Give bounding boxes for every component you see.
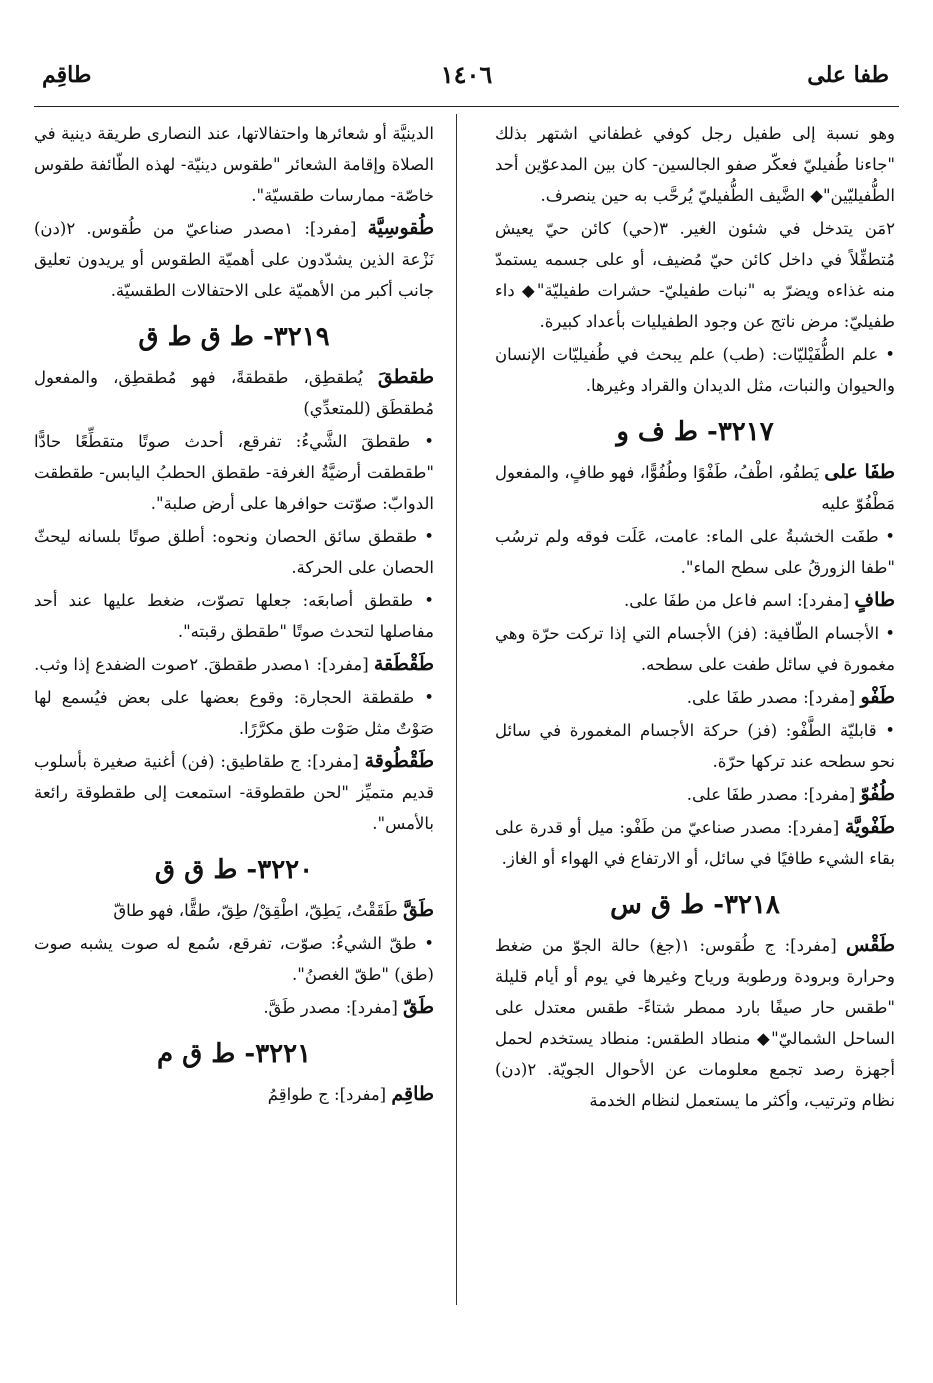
dictionary-entry [495,930,895,1116]
entry-definition: [مفرد]: اسم فاعل من طفَا على. [623,591,855,610]
dictionary-entry [34,362,434,424]
headword: طَقَّ [403,899,434,921]
root-section-heading: ٣٢١٨- ط ق س [610,890,780,920]
headword: طُقوسِيَّة [367,217,434,239]
right-column [495,118,895,1118]
dictionary-entry [34,1079,434,1110]
dictionary-entry [34,213,434,306]
headword: طَقْس [846,934,895,956]
entry-paragraph: الدينيَّة أو شعائرها واحتفالاتها، عند النصارى طريقة دينية في الصلاة وإقامة الشعائر "طقوس دينيّة- لهذه الطّائفة طقوس خاصّة- ممارسات طقسيّة". [34,124,434,205]
headword: طفَا على [824,461,896,483]
entry-definition: يُطقطِق، طقطقةً، فهو مُطقطِق، والمفعول مُطقطَق (للمتعدِّي) [34,368,434,418]
sense-bullet: • طقطقَ الشَّيءُ: تفرقع، أحدث صوتًا متقطِّعًا حادًّا "طقطقت أرضيَّةُ الغرفة- طقطق الحطبُ اليابس- طقطقت الدوابّ: صوّتت حوافرها على أرض صلبة". [34,426,434,519]
entry-definition: [مفرد]: مصدر صناعيّ من طَفْو: ميل أو قدرة على بقاء الشيء طافيًا في سائل، أو الارتفاع في الهواء أو الغاز. [495,818,895,868]
column-divider [456,114,457,1305]
entry-definition: [مفرد]: مصدر طفَا على. [686,785,861,804]
root-section-heading: ٣٢١٧- ط ف و [616,417,774,447]
sense-bullet: • علم الطُّفَيْليّات: (طب) علم يبحث في طُفيليّات الإنسان والحيوان والنبات، مثل الديدان والقراد وغيرها. [495,339,895,401]
headword: طَقّ [403,996,434,1018]
sense-bullet: • طقطق سائق الحصان ونحوه: أطلق صوتًا بلسانه ليحثّ الحصان على الحركة. [34,521,434,583]
dictionary-entry [495,812,895,874]
guide-word-left: طاقِم [42,62,92,88]
headword: طُفُوّ [860,783,895,805]
dictionary-entry [34,992,434,1023]
entry-definition: [مفرد]: مصدر طَقَّ. [263,998,404,1017]
dictionary-entry [495,682,895,713]
entry-definition: [مفرد]: ١مصدر صناعيّ من طُقوس. ٢(دن) نَزْعة الذين يشدّدون على أهميّة الطقوس أو يريدون تعليق جانب أكبر من الأهميّة على الاحتفالات الطقسيّة. [34,219,434,300]
entry-definition: [مفرد]: مصدر طفَا على. [686,688,861,707]
headword: طاقِم [391,1083,434,1105]
sense-bullet: • الأجسام الطّافية: (فز) الأجسام التي إذا تركت حرّة وهي مغمورة في سائل طفت على سطحه. [495,618,895,680]
sense-bullet: • طقطق أصابعَه: جعلها تصوّت، ضغط عليها عند أحد مفاصلها لتحدث صوتًا "طقطق رقبته". [34,585,434,647]
dictionary-entry [34,895,434,926]
dictionary-entry [495,585,895,616]
headword: طافٍ [854,589,895,611]
sense-bullet: • طفَت الخشبةُ على الماء: عامت، عَلَت فوقه ولم ترسُب "طفا الزورقُ على سطح الماء". [495,521,895,583]
page-number: ١٤٠٦ [440,60,493,89]
guide-word-right: طفا على [807,62,889,88]
root-section-heading: ٣٢١٩- ط ق ط ق [138,322,330,352]
header-rule [34,106,899,107]
headword: طَقْطَقة [373,653,434,675]
entry-definition: يَطفُو، اطْفُ، طَفْوًا وطُفُوًّا، فهو طافٍ، والمفعول مَطْفُوّ عليه [495,463,895,513]
root-section-heading: ٣٢٢٠- ط ق ق [154,855,314,885]
sense-bullet: • قابليّة الطَّفْو: (فز) حركة الأجسام المغمورة في سائل نحو سطحه عند تركها حرّة. [495,715,895,777]
dictionary-entry [34,649,434,680]
headword: طقطقَ [377,366,434,388]
headword: طَقْطُوقة [364,750,434,772]
dictionary-entry [495,779,895,810]
sense-bullet: • طقطقة الحجارة: وقوع بعضها على بعض فيُسمع لها صَوْتٌ مثل صَوْت طق مكرَّرًا. [34,682,434,744]
page-header [34,60,899,104]
entry-definition: [مفرد]: ج طُقوس: ١(جغ) حالة الجوّ من ضغط وحرارة وبرودة ورطوبة ورياح وغيرها في يوم أو أيام قليلة "طقس حار صيفًا بارد ممطر شتاءً- طقس معتدل على الساحل الشماليّ"◆ منطاد الطقس: منطاد يستخدم لحمل أجهزة رصد تجمع معلومات عن الأحوال الجويّة. ٢(دن) نظام وترتيب، وأكثر ما يستعمل لنظام الخدمة [495,936,895,1110]
dictionary-entry [495,457,895,519]
left-column [34,118,434,1112]
entry-paragraph: وهو نسبة إلى طفيل رجل كوفي غطفاني اشتهر بذلك "جاءنا طُفيليّ فعكّر صفو الجالسين- كان بين المدعوّين أحد الطُّفيليّين"◆ الضَّيف الطُّفيليّ يُرحَّب به حين ينصرف. [495,124,895,205]
headword: طَفْو [860,686,895,708]
dictionary-entry [34,746,434,839]
root-section-heading: ٣٢٢١- ط ق م [156,1039,312,1069]
entry-definition: [مفرد]: ج طقاطيق: (فن) أغنية صغيرة بأسلوب قديم متميِّز "لحن طقطوقة- استمعت إلى طقطوقة رائعة بالأمس". [34,752,434,833]
entry-definition: [مفرد]: ج طواقِمُ [267,1085,392,1104]
sense-bullet: • طقّ الشيءُ: صوّت، تفرقع، سُمع له صوت يشبه صوت (طق) "طقّ الغصنُ". [34,928,434,990]
entry-definition: [مفرد]: ١مصدر طقطقَ. ٢صوت الضفدع إذا وثب. [34,655,374,674]
headword: طَفْويَّة [844,816,895,838]
entry-definition: طَقَقْتُ، يَطِقّ، اطْقِقْ/ طِقّ، طقًّا، فهو طاقّ [113,901,404,920]
entry-paragraph: ٢مَن يتدخل في شئون الغير. ٣(حي) كائن حيّ يعيش مُتطفِّلاً في داخل كائن حيّ مُضيف، أو على جسمه يستمدّ منه غذاءه ويضرّ به "نبات طفيليّ- حشرات طفيليّة"◆ داء طفيليّ: مرض ناتج عن وجود الطفيليات بأعداد كبيرة. [495,219,895,331]
